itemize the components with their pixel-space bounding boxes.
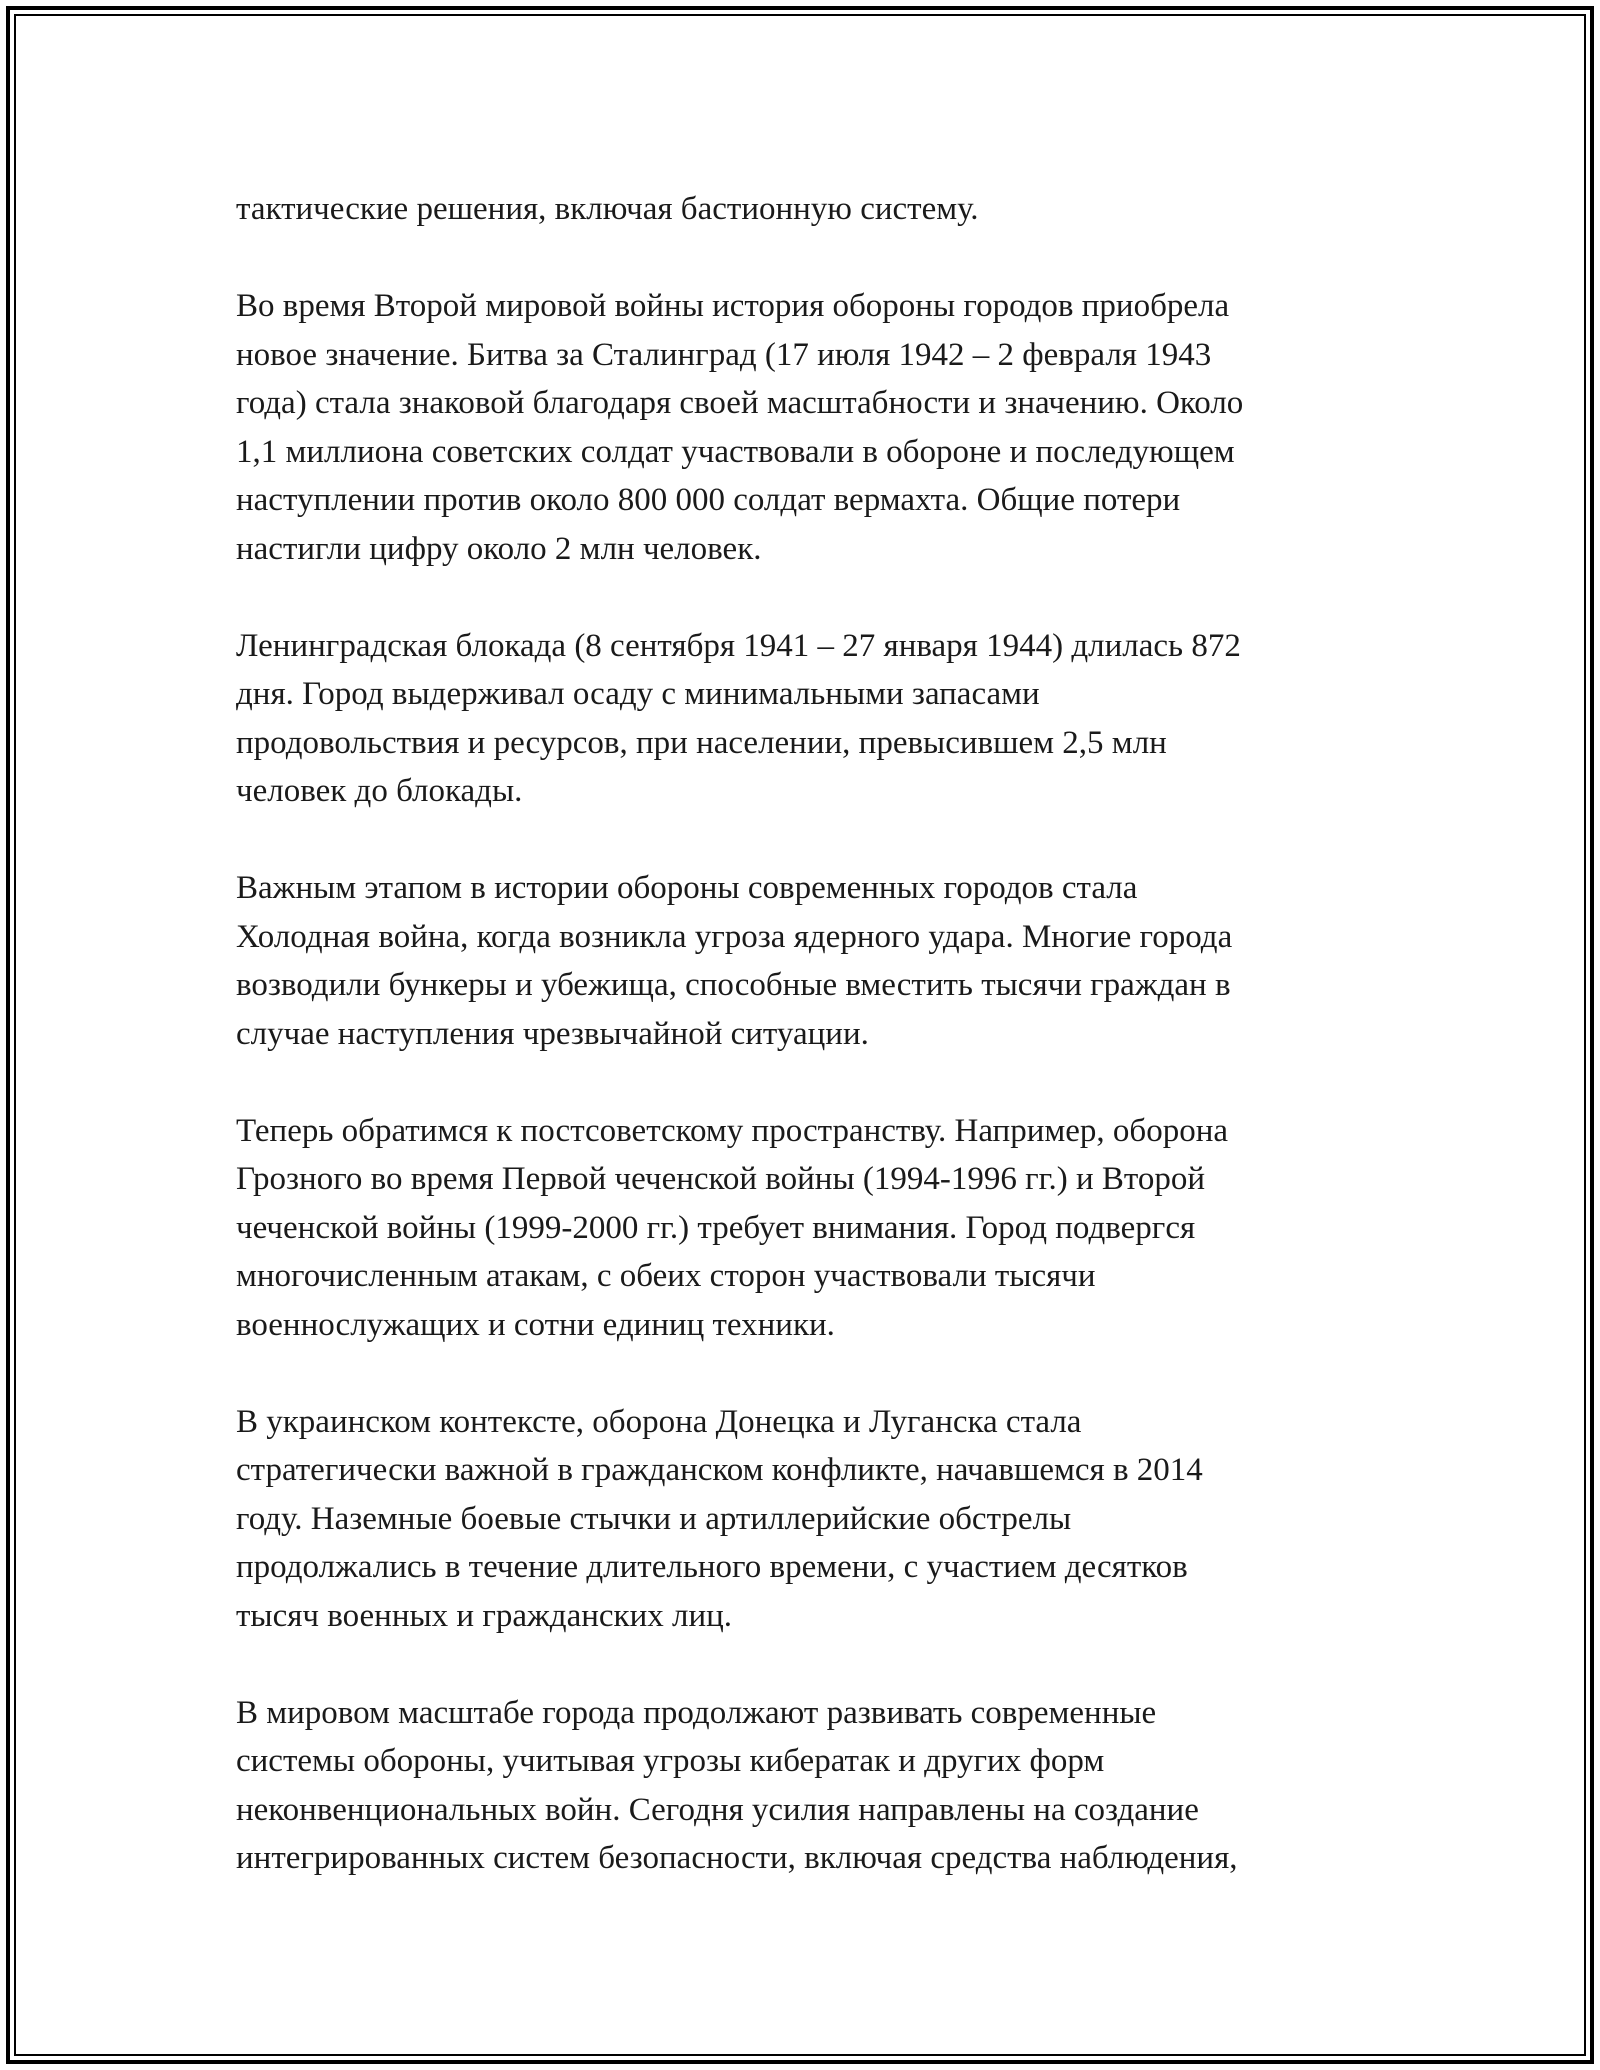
paragraph-7: В мировом масштабе города продолжают развивать современные системы обороны, учитывая угрозы кибератак и других форм неконвенциональных войн. Сегодня усилия направлены на создание интегрированных систем безопасности, включая средства наблюдения, <box>236 1694 1238 1876</box>
paragraph-6: В украинском контексте, оборона Донецка и Луганска стала стратегически важной в гражданском конфликте, начавшемся в 2014 году. Наземные боевые стычки и артиллерийские обстрелы продолжались в течение длительного времени, с участием десятков тысяч военных и гражданских лиц. <box>236 1403 1203 1634</box>
paragraph-5: Теперь обратимся к постсоветскому пространству. Например, оборона Грозного во время Первой чеченской войны (1994-1996 гг.) и Второй чеченской войны (1999-2000 гг.) требует внимания. Город подвергся многочисленным атакам, с обеих сторон участвовали тысячи военнослужащих и сотни единиц техники. <box>236 1112 1228 1343</box>
document-body <box>236 185 1386 1931</box>
paragraph-3: Ленинградская блокада (8 сентября 1941 – 27 января 1944) длилась 872 дня. Город выдерживал осаду с минимальными запасами продовольствия и ресурсов, при населении, превысившем 2,5 млн человек до блокады. <box>236 627 1241 809</box>
paragraph-4: Важным этапом в истории обороны современных городов стала Холодная война, когда возникла угроза ядерного удара. Многие города возводили бункеры и убежища, способные вместить тысячи граждан в случае наступления чрезвычайной ситуации. <box>236 870 1233 1052</box>
paragraph-1: тактические решения, включая бастионную систему. <box>236 191 979 227</box>
paragraph-2: Во время Второй мировой войны история обороны городов приобрела новое значение. Битва за Сталинград (17 июля 1942 – 2 февраля 1943 года) стала знаковой благодаря своей масштабности и значению. Около 1,1 миллиона советских солдат участвовали в обороне и последующем наступлении против около 800 000 солдат вермахта. Общие потери настигли цифру около 2 млн человек. <box>236 288 1244 567</box>
